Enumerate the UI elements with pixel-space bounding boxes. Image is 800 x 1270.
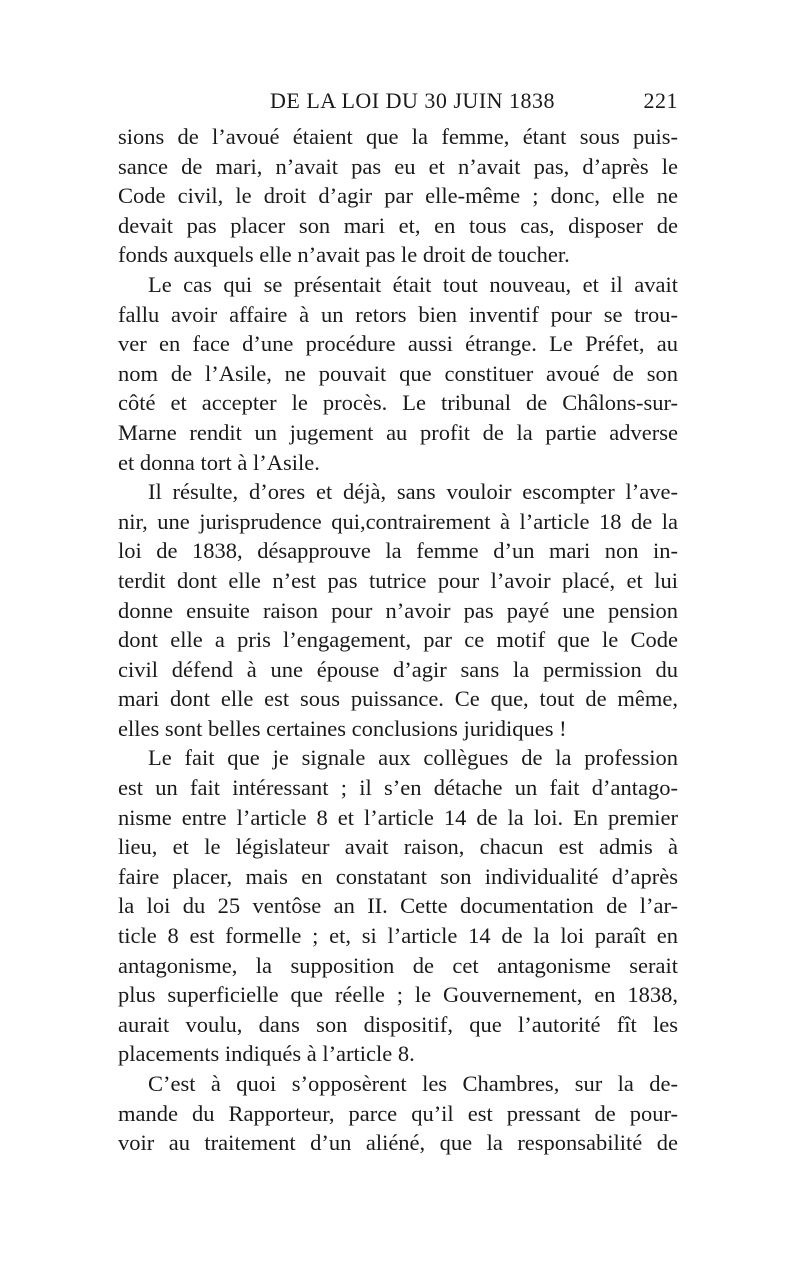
page-number: 221 [643,88,678,113]
text-line: donne ensuite raison pour n’avoir pas payé une pension [118,597,678,623]
text-line: devait pas placer son mari et, en tous cas, disposer de [118,212,678,238]
text-line: fonds auxquels elle n’avait pas le droit de toucher. [118,242,570,268]
text-line: faire placer, mais en constatant son individualité d’après [118,863,678,889]
text-line: Le cas qui se présentait était tout nouveau, et il avait [148,271,678,297]
text-line: voir au traitement d’un aliéné, que la responsabilité de [118,1130,678,1156]
text-line: Marne rendit un jugement au profit de la partie adverse [118,419,678,445]
text-line: Le fait que je signale aux collègues de la profession [148,745,678,771]
text-line: C’est à quoi s’opposèrent les Chambres, sur la de- [148,1071,678,1096]
text-line: aurait voulu, dans son dispositif, que l’autorité fît les [118,1011,678,1037]
text-line: dont elle a pris l’engagement, par ce motif que le Code [118,627,678,653]
text-line: et donna tort à l’Asile. [118,449,320,475]
running-head-title: DE LA LOI DU 30 JUIN 1838 [270,88,556,113]
paragraph [118,1069,678,1158]
book-page [118,88,678,1158]
text-line: la loi du 25 ventôse an II. Cette documentation de l’ar- [118,893,678,919]
text-line: côté et accepter le procès. Le tribunal de Châlons-sur- [118,390,678,416]
paragraph [118,270,678,477]
text-line: Code civil, le droit d’agir par elle-même ; donc, elle ne [118,183,678,209]
text-line: antagonisme, la supposition de cet antagonisme serait [118,952,678,978]
paragraph [118,743,678,1069]
text-line: Il résulte, d’ores et déjà, sans vouloir escompter l’ave- [148,479,678,505]
text-line: mande du Rapporteur, parce qu’il est pressant de pour- [118,1100,678,1126]
text-line: elles sont belles certaines conclusions juridiques ! [118,715,567,741]
text-line: placements indiqués à l’article 8. [118,1041,415,1067]
text-line: civil défend à une épouse d’agir sans la permission du [118,656,678,682]
text-line: nom de l’Asile, ne pouvait que constituer avoué de son [118,360,678,386]
text-line: lieu, et le législateur avait raison, chacun est admis à [118,834,678,860]
text-line: mari dont elle est sous puissance. Ce que, tout de même, [118,686,678,712]
text-line: ver en face d’une procédure aussi étrange. Le Préfet, au [118,331,678,357]
text-line: fallu avoir affaire à un retors bien inventif pour se trou- [118,301,678,327]
text-line: sions de l’avoué étaient que la femme, étant sous puis- [118,124,678,149]
text-line: sance de mari, n’avait pas eu et n’avait pas, d’après le [118,153,678,179]
body-text [118,122,678,1158]
text-line: loi de 1838, désapprouve la femme d’un mari non in- [118,538,678,564]
running-head [118,88,678,122]
text-line: nisme entre l’article 8 et l’article 14 de la loi. En premier [118,804,678,830]
text-line: nir, une jurisprudence qui,contrairement à l’article 18 de la [118,508,678,534]
text-line: ticle 8 est formelle ; et, si l’article 14 de la loi paraît en [118,923,678,949]
paragraph [118,477,678,743]
text-line: est un fait intéressant ; il s’en détache un fait d’antago- [118,775,678,801]
text-line: terdit dont elle n’est pas tutrice pour l’avoir placé, et lui [118,567,678,593]
text-line: plus superficielle que réelle ; le Gouvernement, en 1838, [118,982,678,1008]
paragraph [118,122,678,270]
